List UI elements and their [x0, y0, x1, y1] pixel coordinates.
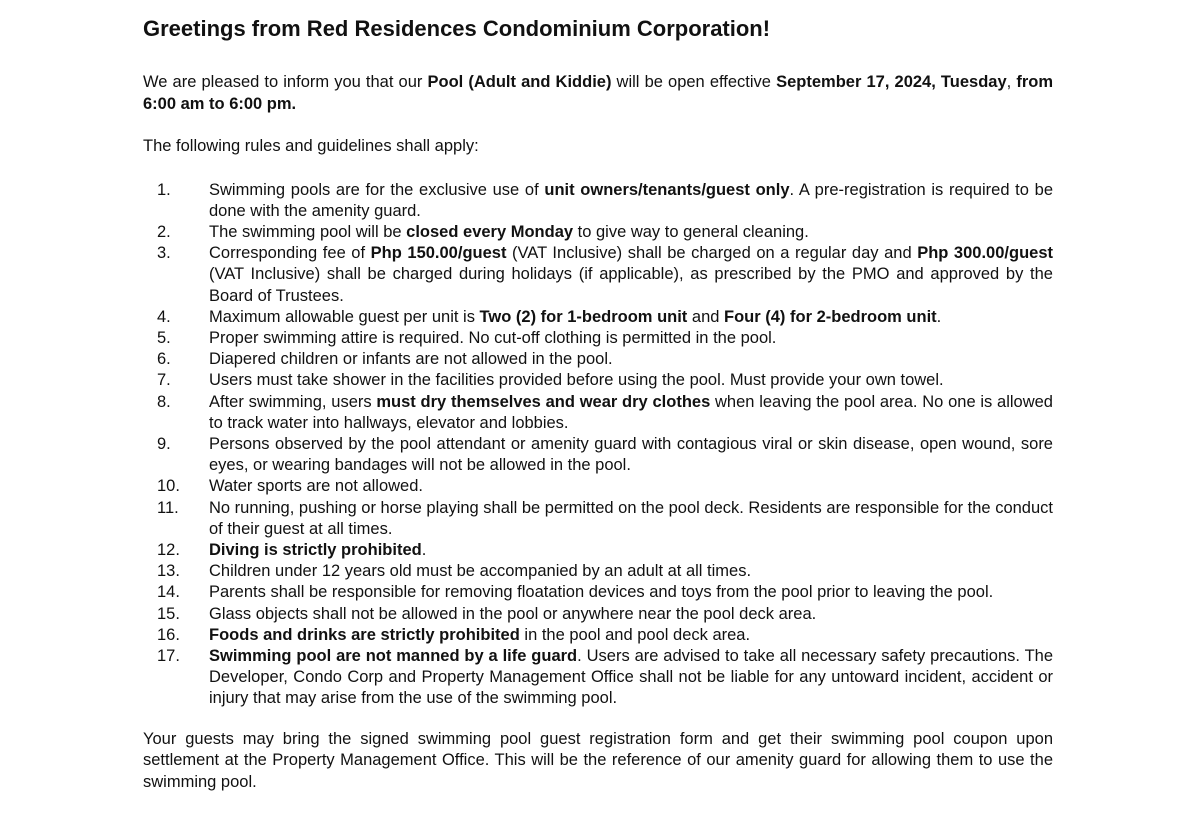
text-segment: Maximum allowable guest per unit is — [209, 307, 480, 326]
rule-text — [209, 222, 1053, 243]
rule-number: 2. — [157, 222, 171, 241]
bold-text: Diving is strictly prohibited — [209, 540, 422, 559]
rule-text — [209, 392, 1053, 434]
rule-number: 11. — [157, 498, 179, 517]
rule-item — [143, 180, 1053, 222]
rule-text — [209, 370, 1053, 391]
bold-text: from 6:00 am to 6:00 pm. — [143, 73, 1053, 113]
text-segment: , — [1006, 73, 1017, 91]
rule-text — [209, 540, 1053, 561]
rule-text — [209, 625, 1053, 646]
text-segment: No running, pushing or horse playing shall be permitted on the pool deck. Residents are responsible for the conduct of their guest at all times. — [209, 498, 1053, 538]
rule-number: 8. — [157, 392, 171, 411]
intro-paragraph — [143, 72, 1053, 115]
text-segment: We are pleased to inform you that our — [143, 73, 428, 91]
rule-number: 9. — [157, 434, 171, 453]
rule-item — [143, 604, 1053, 625]
rule-item — [143, 646, 1053, 710]
rule-item — [143, 222, 1053, 243]
text-segment: when leaving the pool area. No one is allowed to track water into hallways, elevator and lobbies. — [209, 392, 1053, 432]
rule-number: 17. — [157, 646, 180, 665]
text-segment: and — [687, 307, 725, 326]
closing-paragraph: Your guests may bring the signed swimming pool guest registration form and get their swimming pool coupon upon settlement at the Property Management Office. This will be the reference of our amenity guard for allowing them to use the swimming pool. — [143, 729, 1053, 791]
rule-number: 16. — [157, 625, 180, 644]
rule-text — [209, 349, 1053, 370]
rule-text — [209, 604, 1053, 625]
rule-number: 3. — [157, 244, 171, 263]
rule-text — [209, 434, 1053, 476]
rule-item — [143, 328, 1053, 349]
rule-number: 14. — [157, 583, 180, 602]
rule-number: 7. — [157, 371, 171, 390]
text-segment: (VAT Inclusive) shall be charged during holidays (if applicable), as prescribed by the PMO and approved by the Board of Trustees. — [209, 265, 1053, 305]
text-segment: The swimming pool will be — [209, 222, 407, 241]
rule-item — [143, 476, 1053, 497]
rule-item — [143, 307, 1053, 328]
bold-text: closed every Monday — [406, 222, 574, 241]
rule-item — [143, 561, 1053, 582]
text-segment: Glass objects shall not be allowed in the pool or anywhere near the pool deck area. — [209, 604, 817, 623]
rule-number: 1. — [157, 180, 171, 199]
rule-text — [209, 646, 1053, 710]
rule-number: 4. — [157, 307, 171, 326]
rule-number: 13. — [157, 562, 180, 581]
rules-lead-text: The following rules and guidelines shall apply: — [143, 137, 479, 155]
bold-text: Foods and drinks are strictly prohibited — [209, 625, 520, 644]
text-segment: to give way to general cleaning. — [573, 222, 809, 241]
bold-text: must dry themselves and wear dry clothes — [376, 392, 711, 411]
text-segment: will be open effective — [611, 73, 777, 91]
rule-item — [143, 243, 1053, 307]
text-segment: Diapered children or infants are not allowed in the pool. — [209, 350, 613, 369]
rule-number: 5. — [157, 328, 171, 347]
notice-title: Greetings from Red Residences Condominium Corporation! — [143, 16, 771, 41]
rule-item — [143, 582, 1053, 603]
text-segment: After swimming, users — [209, 392, 377, 411]
text-segment: (VAT Inclusive) shall be charged on a regular day and — [506, 244, 918, 263]
rule-text — [209, 498, 1053, 540]
rule-item — [143, 349, 1053, 370]
text-segment: Water sports are not allowed. — [209, 477, 423, 496]
bold-text: Php 150.00/guest — [370, 244, 507, 263]
text-segment: Swimming pools are for the exclusive use of — [209, 180, 545, 199]
rule-text — [209, 561, 1053, 582]
text-segment: Children under 12 years old must be accompanied by an adult at all times. — [209, 562, 752, 581]
bold-text: September 17, 2024, Tuesday — [776, 73, 1007, 91]
bold-text: Pool (Adult and Kiddie) — [427, 73, 612, 91]
text-segment: Users must take shower in the facilities provided before using the pool. Must provide your own towel. — [209, 371, 944, 390]
rule-item — [143, 625, 1053, 646]
rule-text — [209, 180, 1053, 222]
rule-number: 12. — [157, 540, 180, 559]
rule-item — [143, 392, 1053, 434]
bold-text: Php 300.00/guest — [917, 244, 1053, 263]
rule-number: 6. — [157, 350, 171, 369]
rule-text — [209, 307, 1053, 328]
rule-text — [209, 243, 1053, 307]
rule-text — [209, 476, 1053, 497]
bold-text: unit owners/tenants/guest only — [544, 180, 790, 199]
rule-text — [209, 582, 1053, 603]
rule-number: 10. — [157, 477, 180, 496]
notice-document — [143, 14, 1053, 793]
text-segment: in the pool and pool deck area. — [519, 625, 751, 644]
text-segment: . Users are advised to take all necessary safety precautions. The Developer, Condo Corp and Property Management Office shall not be liable for any untoward incident, accident or injury that may arise from the use of the swimming pool. — [209, 646, 1053, 708]
rules-list — [143, 180, 1053, 710]
rule-item — [143, 540, 1053, 561]
rule-text — [209, 328, 1053, 349]
rule-item — [143, 370, 1053, 391]
rule-number: 15. — [157, 604, 180, 623]
text-segment: Proper swimming attire is required. No cut-off clothing is permitted in the pool. — [209, 328, 777, 347]
rule-item — [143, 434, 1053, 476]
text-segment: . — [421, 540, 427, 559]
text-segment: . A pre-registration is required to be done with the amenity guard. — [209, 180, 1053, 220]
text-segment: Parents shall be responsible for removing floatation devices and toys from the pool prior to leaving the pool. — [209, 583, 994, 602]
text-segment: . — [936, 307, 942, 326]
bold-text: Swimming pool are not manned by a life guard — [209, 646, 578, 665]
text-segment: Corresponding fee of — [209, 244, 371, 263]
bold-text: Four (4) for 2-bedroom unit — [724, 307, 937, 326]
text-segment: Persons observed by the pool attendant or amenity guard with contagious viral or skin disease, open wound, sore eyes, or wearing bandages will not be allowed in the pool. — [209, 434, 1053, 475]
bold-text: Two (2) for 1-bedroom unit — [479, 307, 688, 326]
rule-item — [143, 498, 1053, 540]
